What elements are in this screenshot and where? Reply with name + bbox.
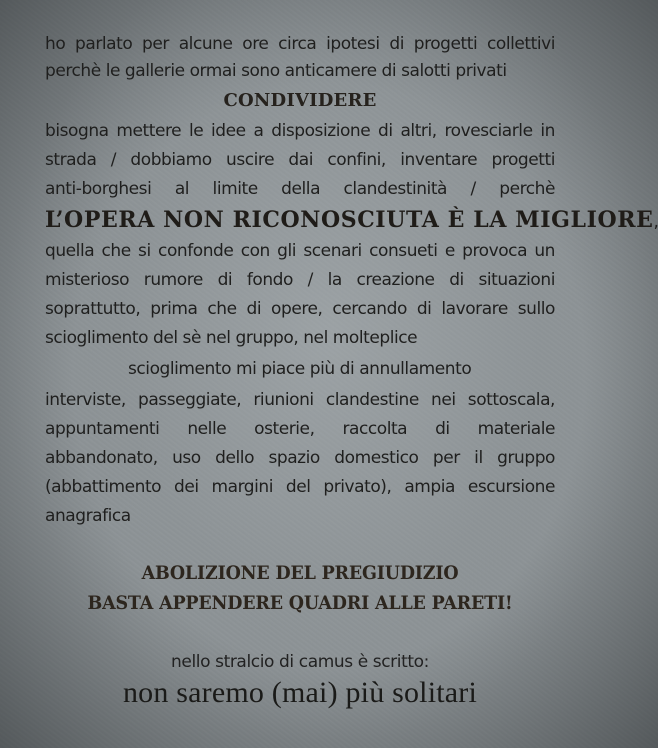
- text-line-2: perchè le gallerie ormai sono anticamere di salotti privati: [45, 61, 507, 81]
- text-line-7: quella che si confonde con gli scenari consueti e provoca un: [45, 241, 555, 261]
- text-line-3: bisogna mettere le idee a disposizione di altri, rovesciarle in: [45, 121, 555, 141]
- text-line-12: interviste, passeggiate, riunioni clandestine nei sottoscala,: [45, 390, 555, 410]
- text-line-14: abbandonato, uso dello spazio domestico per il gruppo: [45, 448, 555, 468]
- text-line-6: [45, 205, 658, 237]
- slogan-abolizione: ABOLIZIONE DEL PREGIUDIZIO: [141, 562, 459, 584]
- text-line-4: strada / dobbiamo uscire dai confini, inventare progetti: [45, 150, 555, 170]
- text-line-6-tail: ,: [653, 212, 658, 232]
- camus-quote: non saremo (mai) più solitari: [122, 676, 478, 709]
- text-line-1: ho parlato per alcune ore circa ipotesi di progetti collettivi: [45, 34, 555, 54]
- camus-intro: nello stralcio di camus è scritto:: [171, 652, 429, 672]
- heading-condividere: CONDIVIDERE: [223, 90, 377, 111]
- text-line-11: scioglimento mi piace più di annullamento: [128, 359, 472, 379]
- text-line-10: scioglimento del sè nel gruppo, nel molteplice: [45, 328, 418, 348]
- text-line-15: (abbattimento dei margini del privato), ampia escursione: [45, 477, 555, 497]
- text-line-8: misterioso rumore di fondo / la creazione di situazioni: [45, 270, 555, 290]
- slogan-basta-quadri: BASTA APPENDERE QUADRI ALLE PARETI!: [87, 592, 513, 614]
- highlight-opera-non-riconosciuta: L’OPERA NON RICONOSCIUTA È LA MIGLIORE: [45, 207, 654, 233]
- text-line-5: anti-borghesi al limite della clandestinità / perchè: [45, 179, 555, 199]
- text-line-16: anagrafica: [45, 506, 131, 526]
- text-line-9: soprattutto, prima che di opere, cercando di lavorare sullo: [45, 299, 555, 319]
- text-line-13: appuntamenti nelle osterie, raccolta di materiale: [45, 419, 555, 439]
